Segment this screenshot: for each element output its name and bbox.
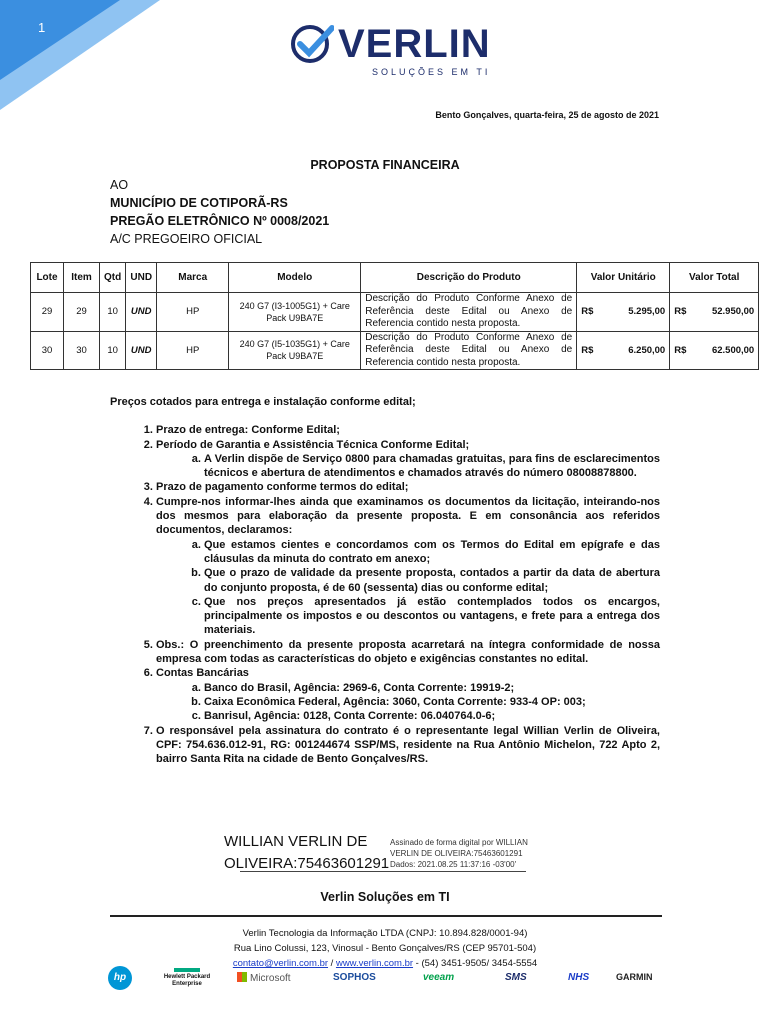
microsoft-squares-icon	[237, 972, 247, 982]
condition-text: Prazo de pagamento conforme termos do edital;	[156, 481, 409, 494]
addressee-line-1: AO	[110, 178, 129, 192]
col-header-valor-total: Valor Total	[670, 263, 759, 293]
condition-subitem: c. Que nos preços apresentados já estão contemplados todos os encargos, principalmente os impostos e ou descontos ou vantagens, e frete para a entrega dos materiais.	[204, 595, 660, 638]
cell-qtd: 10	[100, 293, 126, 332]
verlin-check-logo-icon	[290, 24, 334, 64]
bank-account: a. Banco do Brasil, Agência: 2969-6, Conta Corrente: 19919-2;	[204, 681, 660, 695]
condition-text: Prazo de entrega: Conforme Edital;	[156, 424, 340, 437]
contact-separator: /	[328, 958, 336, 969]
table-row	[31, 331, 759, 370]
unit-amount: 5.295,00	[628, 306, 666, 318]
table-row	[31, 293, 759, 332]
col-header-item: Item	[64, 263, 100, 293]
currency-symbol: R$	[674, 306, 687, 318]
partner-logos	[100, 966, 670, 992]
currency-symbol: R$	[674, 344, 687, 356]
signature-info-2: VERLIN DE OLIVEIRA:75463601291	[390, 849, 523, 858]
sms-logo: SMS	[505, 972, 527, 983]
hp-logo-icon: hp	[108, 966, 132, 990]
signature-info-1: Assinado de forma digital por WILLIAN	[390, 838, 528, 847]
condition-item	[156, 724, 660, 767]
signature-info-3: Dados: 2021.08.25 11:37:16 -03'00'	[390, 860, 517, 869]
microsoft-logo-text: Microsoft	[250, 973, 291, 984]
addressee-block	[110, 176, 329, 248]
total-amount: 62.500,00	[711, 344, 755, 356]
cell-marca: HP	[157, 293, 229, 332]
col-header-descricao: Descrição do Produto	[361, 263, 577, 293]
logo-wordmark: VERLIN	[338, 22, 491, 66]
bank-account: c. Banrisul, Agência: 0128, Conta Corrente: 06.040764.0-6;	[204, 709, 660, 723]
col-header-lote: Lote	[31, 263, 64, 293]
condition-text: Obs.: O preenchimento da presente proposta acarretará na íntegra conformidade de nossa empresa com todas as características do objeto e exigências constantes no edital.	[156, 638, 660, 666]
bank-accounts-list	[156, 681, 660, 724]
footer-line-2: Rua Lino Colussi, 123, Vinosul - Bento Gonçalves/RS (CEP 95701-504)	[233, 943, 537, 954]
footer	[0, 926, 770, 971]
corner-decoration	[0, 0, 160, 110]
cell-descricao: Descrição do Produto Conforme Anexo de Referência deste Edital ou Anexo de Referencia contido nesta proposta.	[361, 331, 577, 370]
garmin-logo: GARMIN	[616, 972, 653, 982]
date-line: Bento Gonçalves, quarta-feira, 25 de agosto de 2021	[435, 110, 659, 120]
cell-item: 30	[64, 331, 100, 370]
addressee-line-3: PREGÃO ELETRÔNICO Nº 0008/2021	[110, 214, 330, 228]
hpe-logo-text: Hewlett Packard Enterprise	[163, 974, 211, 987]
company-name: Verlin Soluções em TI	[320, 890, 450, 904]
signature-details	[390, 837, 528, 870]
cell-valor-total	[670, 331, 759, 370]
signer-name-line-1: WILLIAN VERLIN DE	[224, 833, 368, 850]
currency-symbol: R$	[581, 344, 594, 356]
email-link[interactable]: contato@verlin.com.br	[232, 958, 329, 969]
condition-subitem: b. Que o prazo de validade da presente proposta, contados a partir da data de abertura do conjunto proposta, é de 60 (sessenta) dias ou conforme edital;	[204, 566, 660, 595]
signer-name-line-2: OLIVEIRA:75463601291	[224, 855, 390, 872]
col-header-und: UND	[126, 263, 157, 293]
condition-subitem: a. A Verlin dispõe de Serviço 0800 para chamadas gratuitas, para fins de esclarecimentos técnicos e abertura de atendimentos e chamados através do número 08008878800.	[204, 452, 660, 481]
microsoft-logo	[237, 972, 291, 984]
condition-text: O responsável pela assinatura do contrato é o representante legal Willian Verlin de Oliveira, CPF: 754.636.012-91, RG: 001244674 SSP/MS, residente na Rua Antônio Michelon, 722 Apto 2, bairro Santa Rita na cidade de Bento Gonçalves/RS.	[156, 724, 660, 766]
cell-marca: HP	[157, 331, 229, 370]
total-amount: 52.950,00	[711, 306, 755, 318]
condition-sublist	[156, 538, 660, 638]
nhs-logo: NHS	[568, 972, 590, 983]
cell-descricao: Descrição do Produto Conforme Anexo de Referência deste Edital ou Anexo de Referencia contido nesta proposta.	[361, 293, 577, 332]
unit-amount: 6.250,00	[628, 344, 666, 356]
conditions-intro: Preços cotados para entrega e instalação conforme edital;	[110, 396, 416, 408]
condition-item	[156, 666, 660, 723]
currency-symbol: R$	[581, 306, 594, 318]
cell-valor-total	[670, 293, 759, 332]
document-title: PROPOSTA FINANCEIRA	[310, 158, 460, 172]
cell-modelo: 240 G7 (I3-1005G1) + Care Pack U9BA7E	[229, 293, 361, 332]
condition-subitem: a. Que estamos cientes e concordamos com os Termos do Edital em epígrafe e das cláusulas da minuta do contrato em anexo;	[204, 538, 660, 567]
page-number: 1	[38, 20, 46, 35]
cell-und: UND	[126, 293, 157, 332]
bank-account: b. Caixa Econômica Federal, Agência: 3060, Conta Corrente: 933-4 OP: 003;	[204, 695, 660, 709]
cell-valor-unitario	[577, 331, 670, 370]
condition-item	[156, 638, 660, 667]
addressee-line-4: A/C PREGOEIRO OFICIAL	[110, 232, 263, 246]
condition-sublist	[156, 452, 660, 481]
cell-lote: 30	[31, 331, 64, 370]
addressee-line-2: MUNICÍPIO DE COTIPORÃ-RS	[110, 196, 288, 210]
price-table	[30, 262, 759, 370]
col-header-marca: Marca	[157, 263, 229, 293]
cell-lote: 29	[31, 293, 64, 332]
signature-line	[240, 871, 526, 872]
cell-valor-unitario	[577, 293, 670, 332]
hpe-logo	[152, 968, 222, 988]
logo-tagline: SOLUÇÕES EM TI	[372, 67, 491, 77]
condition-text: Período de Garantia e Assistência Técnica Conforme Edital;	[156, 438, 470, 451]
sophos-logo: SOPHOS	[333, 972, 376, 983]
cell-qtd: 10	[100, 331, 126, 370]
col-header-qtd: Qtd	[100, 263, 126, 293]
cell-modelo: 240 G7 (I5-1035G1) + Care Pack U9BA7E	[229, 331, 361, 370]
footer-line-1: Verlin Tecnologia da Informação LTDA (CNPJ: 10.894.828/0001-94)	[242, 928, 528, 939]
condition-item	[156, 480, 660, 494]
conditions-section	[110, 395, 660, 766]
website-link[interactable]: www.verlin.com.br	[335, 958, 414, 969]
veeam-logo: veeam	[423, 972, 455, 983]
condition-item	[156, 423, 660, 437]
col-header-modelo: Modelo	[229, 263, 361, 293]
cell-und: UND	[126, 331, 157, 370]
digital-signature	[224, 831, 389, 875]
condition-text: Contas Bancárias	[156, 667, 249, 680]
conditions-list	[110, 423, 660, 766]
phone-numbers: - (54) 3451-9505/ 3454-5554	[413, 958, 538, 969]
footer-divider	[110, 915, 662, 917]
condition-item	[156, 438, 660, 481]
col-header-valor-unitario: Valor Unitário	[577, 263, 670, 293]
condition-item	[156, 495, 660, 638]
condition-text: Cumpre-nos informar-lhes ainda que examinamos os documentos da licitação, inteirando-nos dos mesmos para elaboração da presente proposta. E em consonância aos referidos documentos, declaramos:	[156, 495, 660, 537]
table-header-row	[31, 263, 759, 293]
cell-item: 29	[64, 293, 100, 332]
